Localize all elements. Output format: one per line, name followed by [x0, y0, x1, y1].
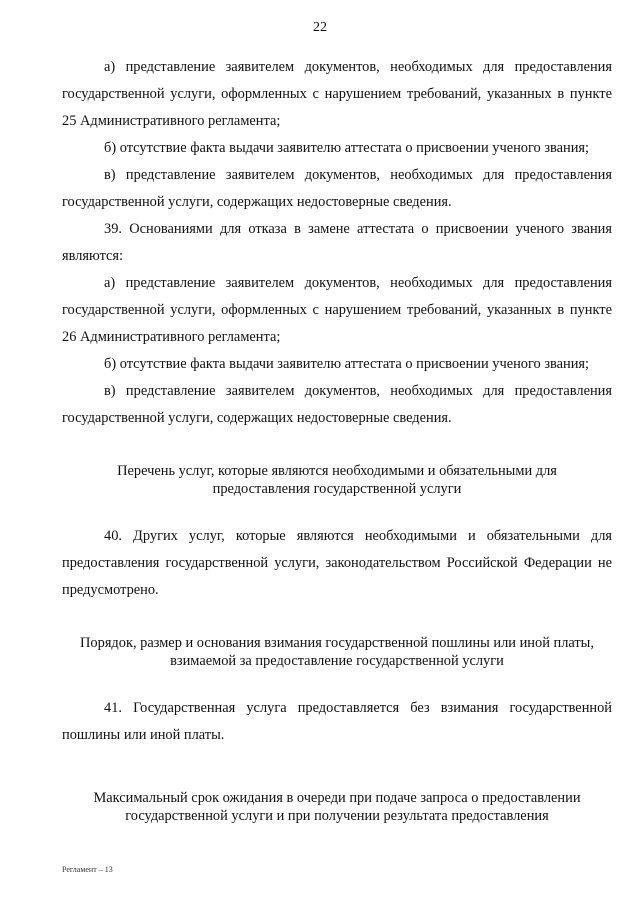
page-number: 22 [313, 20, 327, 35]
footer-label: Регламент – 13 [62, 865, 113, 874]
section-heading-waiting-time [62, 789, 612, 825]
paragraph-39c: в) представление заявителем документов, необходимых для предоставления государственной услуги, содержащих недостоверные сведения. [62, 383, 612, 426]
section-heading-state-fee [62, 634, 612, 670]
paragraph-39a: а) представление заявителем документов, необходимых для предоставления государственной услуги, оформленных с нарушением требований, указанных в пункте 26 Административного регламента; [62, 275, 612, 345]
heading-line: государственной услуги и при получении результата предоставления [125, 808, 549, 824]
paragraph-40: 40. Других услуг, которые являются необходимыми и обязательными для предоставления государственной услуги, законодательством Российской Федерации не предусмотрено. [62, 528, 612, 598]
paragraph-41: 41. Государственная услуга предоставляется без взимания государственной пошлины или иной платы. [62, 700, 612, 743]
document-body [62, 54, 612, 825]
heading-line: взимаемой за предоставление государственной услуги [170, 653, 504, 669]
paragraph-39b: б) отсутствие факта выдачи заявителю аттестата о присвоении ученого звания; [104, 356, 590, 372]
paragraph-39: 39. Основаниями для отказа в замене аттестата о присвоении ученого звания являются: [62, 221, 612, 264]
paragraph-38c: в) представление заявителем документов, необходимых для предоставления государственной услуги, содержащих недостоверные сведения. [62, 167, 612, 210]
heading-line: Перечень услуг, которые являются необходимыми и обязательными для [117, 463, 557, 479]
heading-line: предоставления государственной услуги [212, 481, 462, 497]
paragraph-38a: а) представление заявителем документов, необходимых для предоставления государственной услуги, оформленных с нарушением требований, указанных в пункте 25 Административного регламента; [62, 59, 612, 129]
section-heading-required-services [62, 462, 612, 498]
heading-line: Максимальный срок ожидания в очереди при подаче запроса о предоставлении [93, 790, 581, 806]
heading-line: Порядок, размер и основания взимания государственной пошлины или иной платы, [80, 635, 594, 651]
paragraph-38b: б) отсутствие факта выдачи заявителю аттестата о присвоении ученого звания; [104, 140, 590, 156]
